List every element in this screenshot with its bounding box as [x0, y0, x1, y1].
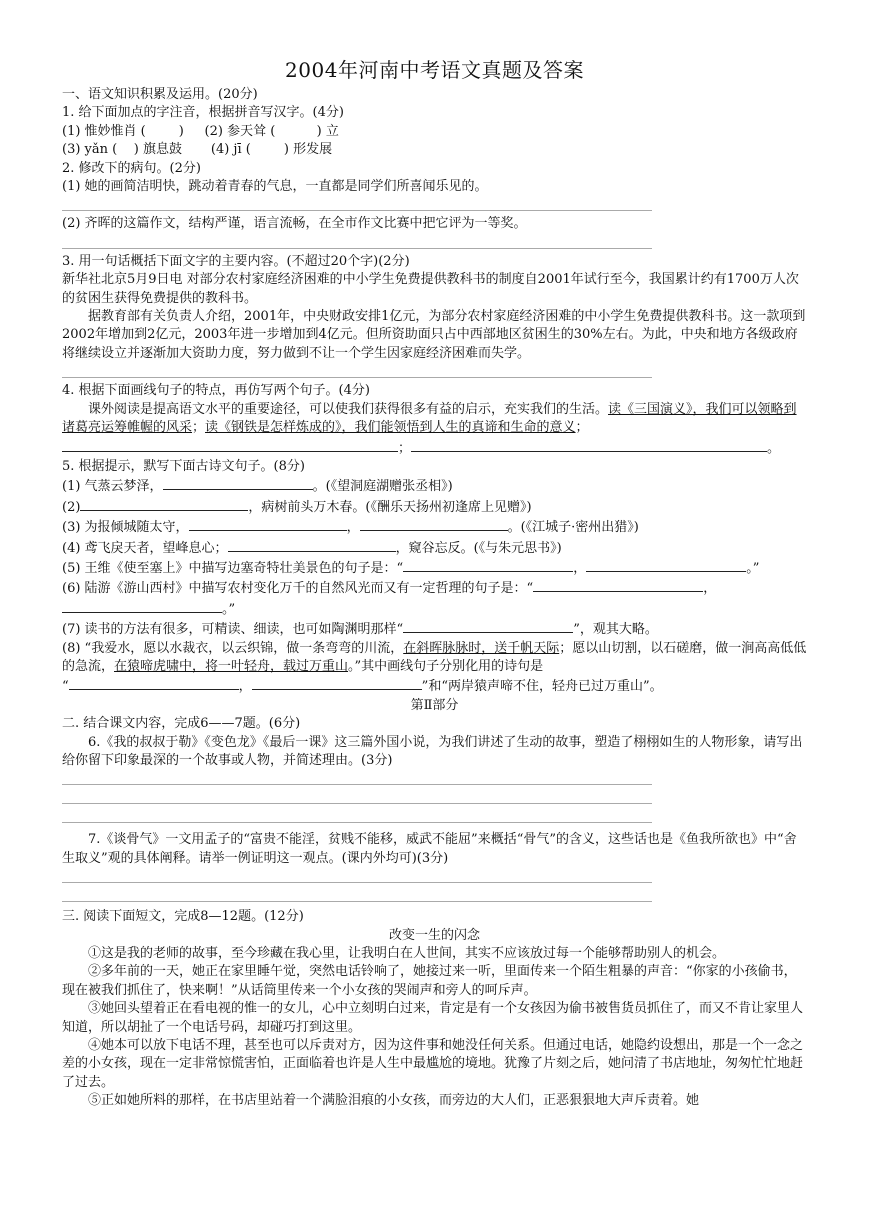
answer-line[interactable]	[62, 770, 652, 785]
prompt-text: 。(《望洞庭湖赠张丞相》)	[312, 479, 453, 495]
question-4-lead: 课外阅读是提高语文水平的重要途径，可以使我们获得很多有益的启示，充实我们的生活。	[88, 401, 609, 417]
prompt-text: ，	[238, 679, 252, 695]
question-4-blanks	[62, 438, 807, 458]
question-5-item-6	[62, 578, 807, 598]
prompt-text: “	[62, 679, 69, 695]
question-4-separator: ；	[192, 420, 206, 436]
punctuation: ；	[398, 440, 412, 456]
prompt-text: ，	[346, 520, 360, 536]
fill-blank[interactable]	[62, 438, 398, 452]
prompt-text: ，窥谷忘反。(《与朱元思书》)	[395, 540, 562, 556]
prompt-text: 。”	[746, 560, 760, 576]
prompt-text: (4) 鸢飞戾天者，望峰息心；	[62, 540, 228, 556]
question-5-item-8	[62, 640, 807, 677]
question-1-row-b: (3) yǎn ( ) 旗息鼓 (4) jī ( ) 形发展	[62, 142, 333, 158]
fill-blank[interactable]	[360, 517, 508, 531]
prompt-text: ，	[573, 560, 587, 576]
question-3: 3. 用一句话概括下面文字的主要内容。(不超过20个字)(2分)	[62, 253, 410, 269]
section-1-heading: 一、语文知识积累及运用。(20分)	[62, 87, 258, 102]
question-7: 7.《谈骨气》一文用孟子的“富贵不能淫，贫贱不能移，威武不能屈”来概括“骨气”的含义，这些话也是《鱼我所欲也》中“舍生取义”观的具体阐释。请举一例证明这一观点。(课内外均可)(3分)	[62, 832, 797, 866]
fill-blank[interactable]	[252, 676, 422, 690]
question-4-underlined-1: 读《三国演义》，我们可以领略到诸葛亮运筹帷幄的风采	[62, 401, 797, 436]
question-2-item-1: (1) 她的画简洁明快，跳动着青春的气息，一直都是同学们所喜闻乐见的。	[62, 179, 488, 195]
prompt-text: 。”	[222, 601, 236, 617]
document-title: 2004年河南中考语文真题及答案	[285, 58, 584, 82]
section-2-heading: 二. 结合课文内容，完成6——7题。(6分)	[62, 716, 301, 732]
story-paragraph-4: ④她本可以放下电话不理，甚至也可以斥责对方，因为这件事和她没任何关系。但通过电话，她隐约设想出，那是一个一念之差的小女孩，现在一定非常惊慌害怕，正面临着也许是人生中最尴尬的境地。犹豫了片刻之后，她问清了书店地址，匆匆忙忙地赶了过去。	[62, 1038, 804, 1090]
prompt-text: (2)	[62, 499, 81, 515]
question-6: 6.《我的叔叔于勒》《变色龙》《最后一课》这三篇外国小说，为我们讲述了生动的故事，塑造了栩栩如生的人物形象，请写出给你留下印象最深的一个故事或人物，并简述理由。(3分)	[62, 734, 803, 768]
prompt-text: ，病树前头万木春。(《酬乐天扬州初逢席上见赠》)	[248, 499, 532, 515]
question-4-underlined-2: 读《钢铁是怎样炼成的》，我们能领悟到人生的真谛和生命的意义	[205, 420, 576, 436]
story-paragraph-2: ②多年前的一天，她正在家里睡午觉，突然电话铃响了，她接过来一听，里面传来一个陌生粗暴的声音：“你家的小孩偷书，现在被我们抓住了，快来啊！”从话筒里传来一个小女孩的哭闹声和旁人的呵斥声。	[62, 964, 797, 998]
prompt-text: 。(《江城子·密州出猎》)	[507, 520, 639, 536]
fill-blank[interactable]	[228, 538, 396, 552]
question-2: 2. 修改下的病句。(2分)	[62, 160, 201, 176]
question-4-end: ；	[575, 420, 589, 436]
answer-line[interactable]	[62, 808, 652, 823]
question-3-paragraph-2: 据教育部有关负责人介绍，2001年，中央财政安排1亿元，为部分农村家庭经济困难的中小学生免费提供教科书。这一款项到2002年增加到2亿元，2003年进一步增加到4亿元。但所资助面只占中西部地区贫困生的30%左右。为此，中央和地方各级政府将继续设立并逐渐加大资助力度，努力做到不让一个学生因家庭经济困难而失学。	[62, 309, 806, 361]
prompt-text: ”和“两岸猿声啼不住，轻舟已过万重山”。	[421, 679, 663, 695]
prompt-text: (1) 气蒸云梦泽，	[62, 479, 163, 495]
story-paragraph-5: ⑤正如她所料的那样，在书店里站着一个满脸泪痕的小女孩，而旁边的大人们，正恶狠狠地大声斥责着。她	[88, 1093, 700, 1109]
question-1-row-a: (1) 惟妙惟肖 ( ) (2) 参天耸 ( ) 立	[62, 123, 339, 139]
question-1: 1. 给下面加点的字注音，根据拼音写汉字。(4分)	[62, 105, 344, 121]
question-5-item-5	[62, 558, 807, 578]
section-3-heading: 三. 阅读下面短文，完成8—12题。(12分)	[62, 909, 304, 925]
question-5-item-6-cont	[62, 599, 807, 619]
prompt-text: ，	[703, 581, 717, 597]
question-5-item-8-blanks	[62, 676, 807, 696]
prompt-text: ”，观其大略。	[573, 622, 658, 638]
fill-blank[interactable]	[163, 476, 313, 490]
fill-blank[interactable]	[69, 676, 239, 690]
prompt-text: (6) 陆游《游山西村》中描写农村变化万千的自然风光而又有一定哲理的句子是：“	[62, 581, 534, 597]
underlined-text: 在斜晖脉脉时，送千帆天际	[403, 640, 560, 656]
answer-line[interactable]	[62, 363, 652, 378]
punctuation: 。	[767, 440, 781, 456]
question-5: 5. 根据提示，默写下面古诗文句子。(8分)	[62, 458, 305, 474]
prompt-text: (3) 为报倾城随太守，	[62, 520, 189, 536]
prompt-text: 。”其中画线句子分别化用的诗句是	[348, 658, 544, 674]
document-page	[62, 56, 807, 1111]
question-2-item-2: (2) 齐晖的这篇作文，结构严谨，语言流畅，在全市作文比赛中把它评为一等奖。	[62, 216, 527, 232]
fill-blank[interactable]	[80, 497, 248, 511]
answer-line[interactable]	[62, 887, 652, 902]
fill-blank[interactable]	[533, 578, 703, 592]
prompt-text: (8) “我爱水，愿以水裁衣，以云织锦，做一条弯弯的川流，	[62, 640, 404, 656]
part-2-heading: 第Ⅱ部分	[410, 697, 459, 713]
fill-blank[interactable]	[403, 558, 573, 572]
underlined-text: 在猿啼虎啸中，将一叶轻舟，载过万重山	[114, 658, 349, 674]
story-title: 改变一生的闪念	[388, 927, 480, 943]
question-5-item-4	[62, 538, 807, 558]
question-5-item-1	[62, 476, 807, 496]
fill-blank[interactable]	[62, 599, 222, 613]
fill-blank[interactable]	[411, 438, 767, 452]
question-3-paragraph-1: 新华社北京5月9日电 对部分农村家庭经济困难的中小学生免费提供教科书的制度自2001年试行至今，我国累计约有1700万人次的贫困生获得免费提供的教科书。	[62, 272, 799, 306]
question-4: 4. 根据下面画线句子的特点，再仿写两个句子。(4分)	[62, 383, 370, 399]
prompt-text: ；愿以山切割，以石磋磨，做一涧高高低低的急流，	[62, 640, 807, 674]
story-paragraph-1: ①这是我的老师的故事，至今珍藏在我心里，让我明白在人世间，其实不应该放过每一个能够帮助别人的机会。	[88, 946, 726, 962]
answer-line[interactable]	[62, 868, 652, 883]
answer-line[interactable]	[62, 789, 652, 804]
answer-line[interactable]	[62, 196, 652, 211]
question-4-passage	[62, 401, 807, 438]
fill-blank[interactable]	[189, 517, 347, 531]
fill-blank[interactable]	[586, 558, 746, 572]
question-5-item-2	[62, 497, 807, 517]
question-5-item-3	[62, 517, 807, 537]
question-5-item-7	[62, 619, 807, 639]
answer-line[interactable]	[62, 234, 652, 249]
prompt-text: (5) 王维《使至塞上》中描写边塞奇特壮美景色的句子是：“	[62, 560, 404, 576]
story-paragraph-3: ③她回头望着正在看电视的惟一的女儿，心中立刻明白过来，肯定是有一个女孩因为偷书被售货员抓住了，而又不肯让家里人知道，所以胡扯了一个电话号码，却碰巧打到这里。	[62, 1001, 804, 1035]
fill-blank[interactable]	[403, 619, 573, 633]
prompt-text: (7) 读书的方法有很多，可精读、细读，也可如陶渊明那样“	[62, 622, 404, 638]
